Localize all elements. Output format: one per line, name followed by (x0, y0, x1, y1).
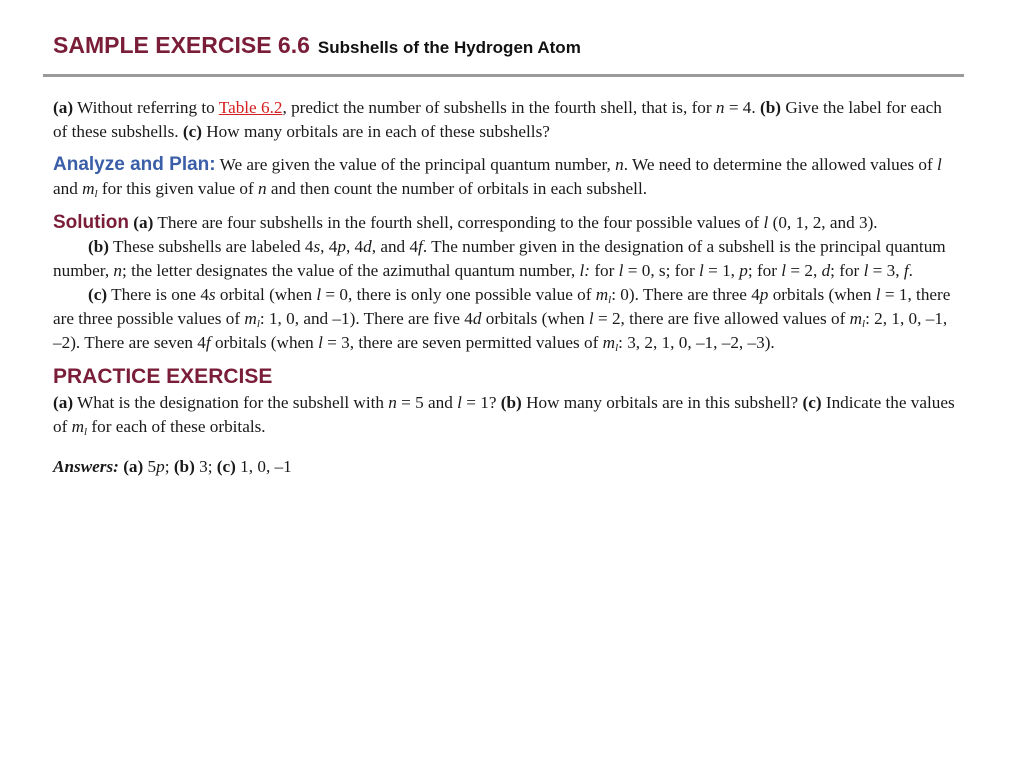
practice-text: How many orbitals are in this subshell? (526, 393, 799, 412)
part-a-label: (a) (133, 213, 154, 232)
variable-l: l (588, 309, 594, 328)
practice-text: What is the designation for the subshell with (77, 393, 384, 412)
variable-l: l (618, 261, 624, 280)
subscript-l: l (615, 342, 619, 354)
exercise-subtitle: Subshells of the Hydrogen Atom (317, 38, 581, 57)
answer-value: 5 (147, 457, 157, 476)
answers-label: Answers: (53, 457, 119, 476)
variable-n: n (615, 155, 624, 174)
subshell-letter: d (363, 237, 372, 256)
solution-text: = 0, s; for (627, 261, 695, 280)
exercise-title: SAMPLE EXERCISE 6.6 (53, 32, 310, 58)
solution-paragraph-a (53, 211, 958, 235)
analyze-text: . We need to determine the allowed values of (623, 155, 933, 174)
solution-text: = 0, there is only one possible value of (325, 285, 592, 304)
solution-text: ; for (747, 261, 777, 280)
subscript-l: l (256, 318, 260, 330)
variable-l: l (699, 261, 704, 280)
solution-text: = 2, (790, 261, 818, 280)
part-b-label: (b) (500, 393, 522, 412)
practice-paragraph (53, 391, 958, 439)
variable-l: l: (579, 261, 591, 280)
practice-text: Indicate the values of (53, 393, 955, 436)
question-text: How many orbitals are in each of these subshells? (206, 122, 550, 141)
analyze-text: We are given the value of the principal quantum number, (219, 155, 611, 174)
slide-body (53, 96, 958, 479)
subshell-letter: s (313, 237, 321, 256)
question-text: = 4. (728, 98, 756, 117)
answers-line (53, 455, 958, 479)
part-c-label: (c) (802, 393, 822, 412)
solution-text: orbitals (when (485, 309, 585, 328)
variable-n: n (258, 179, 267, 198)
analyze-text: and (53, 179, 78, 198)
variable-m: m (82, 179, 95, 198)
variable-n: n (715, 98, 725, 117)
variable-n: n (113, 261, 123, 280)
table-link[interactable]: Table 6.2 (218, 98, 283, 117)
variable-l: l (457, 393, 462, 412)
subscript-l: l (94, 188, 98, 200)
practice-text: = 1? (466, 393, 497, 412)
solution-text: for (594, 261, 615, 280)
solution-paragraph-b (53, 235, 958, 283)
part-a-label: (a) (123, 457, 144, 476)
question-text: , predict the number of subshells in the fourth shell, that is, for (282, 98, 712, 117)
part-c-label: (c) (88, 285, 108, 304)
answer-value: 1, 0, –1 (240, 457, 292, 476)
subscript-l: l (608, 294, 612, 306)
subshell-letter: f (205, 333, 211, 352)
solution-text: = 3, (872, 261, 900, 280)
solution-text: : 2, 1, 0, –1, –2). There are seven 4 (53, 309, 948, 352)
subshell-letter: p (759, 285, 769, 304)
part-a-label: (a) (53, 98, 74, 117)
variable-l: l (316, 285, 322, 304)
solution-text: (0, 1, 2, and 3). (772, 213, 878, 232)
analyze-paragraph (53, 153, 958, 201)
answer-value: p (156, 457, 165, 476)
subshell-letter: f (418, 237, 423, 256)
answer-value: 3; (199, 457, 213, 476)
subshell-letter: p (739, 261, 748, 280)
solution-text: = 3, there are seven permitted values of (327, 333, 599, 352)
part-c-label: (c) (182, 122, 202, 141)
subshell-letter: d (821, 261, 831, 280)
page-title (53, 32, 581, 59)
question-text: Give the label for each of these subshells. (53, 98, 942, 141)
variable-m: m (602, 333, 616, 352)
practice-text: = 5 and (401, 393, 453, 412)
variable-l: l (937, 155, 942, 174)
variable-m: m (849, 309, 863, 328)
analyze-text: for this given value of (101, 179, 254, 198)
solution-text: : 3, 2, 1, 0, –1, –2, –3). (618, 333, 775, 352)
part-b-label: (b) (173, 457, 195, 476)
solution-text: ; the letter designates the value of the azimuthal quantum number, (122, 261, 576, 280)
title-divider (43, 74, 964, 77)
variable-n: n (388, 393, 397, 412)
solution-text: : 1, 0, and –1). There are five 4 (259, 309, 473, 328)
solution-text: . The number given in the designation of a subshell is the principal quantum number, (53, 237, 946, 280)
variable-l: l (875, 285, 881, 304)
solution-text: . (908, 261, 913, 280)
solution-text: : 0). There are three 4 (611, 285, 760, 304)
solution-text: There are four subshells in the fourth shell, corresponding to the four possible values of (157, 213, 760, 232)
solution-text: , 4 (345, 237, 364, 256)
subshell-letter: d (472, 309, 482, 328)
analyze-heading: Analyze and Plan: (53, 154, 216, 175)
subshell-letter: s (208, 285, 216, 304)
solution-text: There is one 4 (111, 285, 209, 304)
variable-m: m (595, 285, 609, 304)
variable-m: m (71, 417, 85, 436)
practice-text: for each of these orbitals. (91, 417, 266, 436)
analyze-text: and then count the number of orbitals in each subshell. (270, 179, 648, 198)
solution-text: , 4 (320, 237, 338, 256)
solution-heading: Solution (53, 212, 129, 233)
part-c-label: (c) (216, 457, 236, 476)
variable-l: l (763, 213, 769, 232)
subshell-letter: f (903, 261, 909, 280)
question-paragraph (53, 96, 958, 144)
solution-text: = 1, there are three possible values of (53, 285, 951, 328)
subshell-letter: p (337, 237, 346, 256)
subscript-l: l (862, 318, 866, 330)
solution-text: orbitals (when (214, 333, 314, 352)
practice-heading: PRACTICE EXERCISE (53, 365, 273, 388)
solution-text: orbital (when (219, 285, 313, 304)
solution-text: = 2, there are five allowed values of (597, 309, 846, 328)
solution-text: , and 4 (371, 237, 419, 256)
solution-text: ; for (830, 261, 860, 280)
solution-text: orbitals (when (772, 285, 872, 304)
variable-l: l (781, 261, 787, 280)
variable-l: l (863, 261, 869, 280)
answer-separator: ; (164, 457, 170, 476)
variable-l: l (318, 333, 323, 352)
solution-paragraph-c (53, 283, 958, 355)
variable-m: m (244, 309, 257, 328)
question-text: Without referring to (77, 98, 215, 117)
solution-text: These subshells are labeled 4 (113, 237, 314, 256)
part-a-label: (a) (53, 393, 74, 412)
part-b-label: (b) (88, 237, 110, 256)
part-b-label: (b) (760, 98, 782, 117)
subscript-l: l (84, 426, 88, 438)
solution-text: = 1, (708, 261, 735, 280)
